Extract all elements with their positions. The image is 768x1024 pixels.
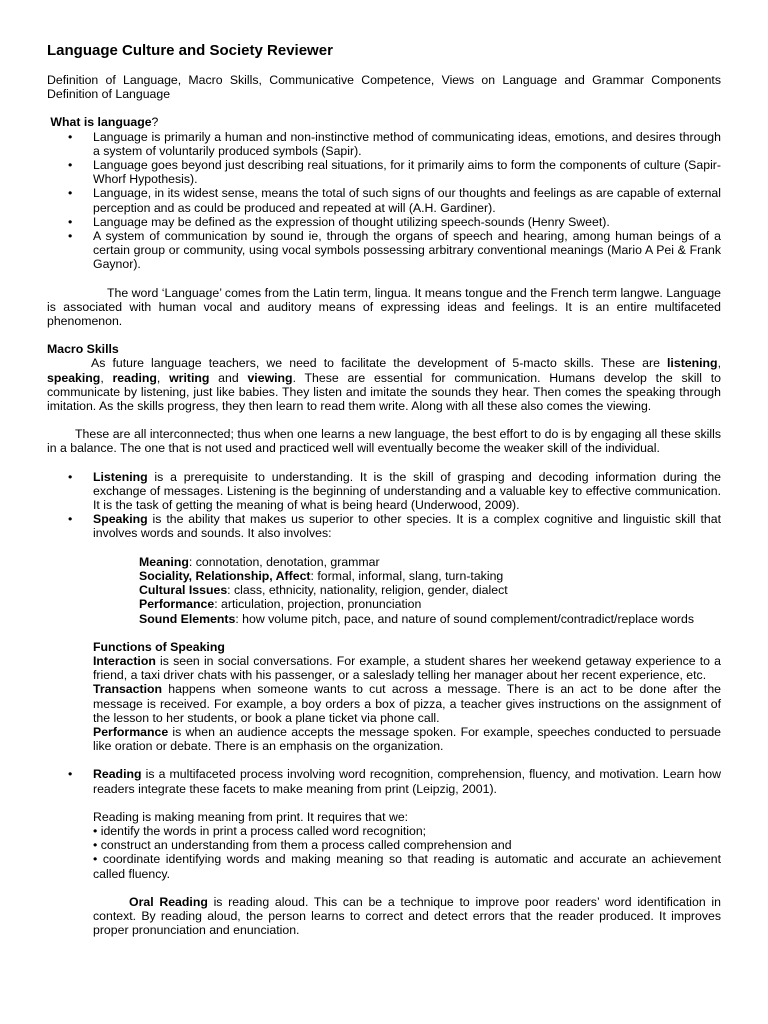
function-interaction: Interaction is seen in social conversations. For example, a student shares her weekend getaway experience to a friend, a taxi driver chats with his passenger, or a saleslady telling her manager about her recent experience, etc. <box>93 653 721 683</box>
interconnected-paragraph: These are all interconnected; thus when one learns a new language, the best effort to do is by engaging all these skills in a balance. The one that is not used and practiced well will eventually become the weaker skill of the individual. <box>47 427 721 456</box>
what-is-language-heading <box>47 115 721 129</box>
list-item: Meaning: connotation, denotation, grammar <box>139 554 380 569</box>
list-item-reading: • Reading is a multifaceted process involving word recognition, comprehension, fluency, and motivation. Learn how readers integrate these facets to make meaning from print (Leipzig, 2001). <box>47 767 721 795</box>
list-item: • A system of communication by sound ie, through the organs of speech and hearing, among human beings of a certain group or community, using vocal symbols possessing arbitrary conventional meanings (Mario A Pei & Frank Gaynor). <box>47 229 721 272</box>
function-transaction: Transaction happens when someone wants to cut across a message. There is an act to be done after the message is received. For example, a boy orders a box of pizza, a teacher gives instructions on the assignment of the lesson to her students, or book a plane ticket via phone call. <box>93 682 721 725</box>
list-item: • Language, in its widest sense, means the total of such signs of our thoughts and feelings as are capable of external perception and as could be produced and repeated at will (A.H. Gardiner). <box>47 186 721 214</box>
list-item: • coordinate identifying words and making meaning so that reading is automatic and accurate an achievement called fluency. <box>93 852 721 881</box>
functions-of-speaking <box>93 640 721 754</box>
list-item: Cultural Issues: class, ethnicity, nationality, religion, gender, dialect <box>139 583 508 598</box>
list-item-listening: • Listening is a prerequisite to understanding. It is the skill of grasping and decoding information during the exchange of messages. Listening is the beginning of understanding and a valuable key to effective communication. It is the task of getting the meaning of what is being heard (Underwood, 2009). <box>47 470 721 513</box>
oral-reading-paragraph: Oral Reading is reading aloud. This can be a technique to improve poor readers’ word identification in context. By reading aloud, the person learns to correct and detect errors that the reader produced. It improves proper pronunciation and enunciation. <box>93 894 721 938</box>
list-item: • Language goes beyond just describing real situations, for it primarily aims to form the components of culture (Sapir-Whorf Hypothesis). <box>47 158 721 186</box>
list-item: Sound Elements: how volume pitch, pace, and nature of sound complement/contradict/replace words <box>139 611 694 626</box>
list-item-speaking: • Speaking is the ability that makes us superior to other species. It is a complex cognitive and linguistic skill that involves words and sounds. It also involves: <box>47 512 721 540</box>
skills-list <box>47 470 721 541</box>
reading-requirements <box>93 810 721 938</box>
document-title: Language Culture and Society Reviewer <box>47 42 333 59</box>
list-item: • Language may be defined as the expression of thought utilizing speech-sounds (Henry Sweet). <box>47 215 721 229</box>
list-item: Sociality, Relationship, Affect: formal, informal, slang, turn-taking <box>139 568 504 583</box>
intro-line: Definition of Language, Macro Skills, Communicative Competence, Views on Language and Grammar Components Definition of Language <box>47 73 721 102</box>
list-item: Performance: articulation, projection, pronunciation <box>139 597 422 612</box>
list-item: • Language is primarily a human and non-instinctive method of communicating ideas, emotions, and desires through a system of voluntarily produced symbols (Sapir). <box>47 130 721 158</box>
reading-requires-line: Reading is making meaning from print. It requires that we: <box>93 809 409 824</box>
list-item: • construct an understanding from them a process called comprehension and <box>93 838 512 853</box>
word-language-paragraph: The word ‘Language’ comes from the Latin term, lingua. It means tongue and the French term langwe. Language is associated with human vocal and auditory means of expressing ideas and feelings. It is an entire multifaceted phenomenon. <box>47 285 721 329</box>
language-definitions-list <box>47 130 721 272</box>
speaking-involves-list <box>139 555 721 626</box>
function-performance: Performance is when an audience accepts the message spoken. For example, speeches conducted to persuade like oration or debate. There is an emphasis on the organization. <box>93 724 721 754</box>
list-item: • identify the words in print a process called word recognition; <box>93 823 427 838</box>
reading-list <box>47 767 721 795</box>
what-is-language-heading-question-mark: ? <box>151 115 159 130</box>
macro-skills-paragraph: As future language teachers, we need to facilitate the development of 5-macto skills. These are listening, speaking, reading, writing and viewing. These are essential for communication. Humans develop the skill to communicate by listening, just like babies. They listen and imitate the sounds they hear. Then comes the speaking through imitation. As the skills progress, they then learn to read them write. Along with all these also comes the viewing. <box>47 356 722 414</box>
functions-of-speaking-heading: Functions of Speaking <box>93 639 225 654</box>
what-is-language-heading-text: What is language <box>50 115 152 130</box>
macro-skills-heading: Macro Skills <box>47 342 119 357</box>
